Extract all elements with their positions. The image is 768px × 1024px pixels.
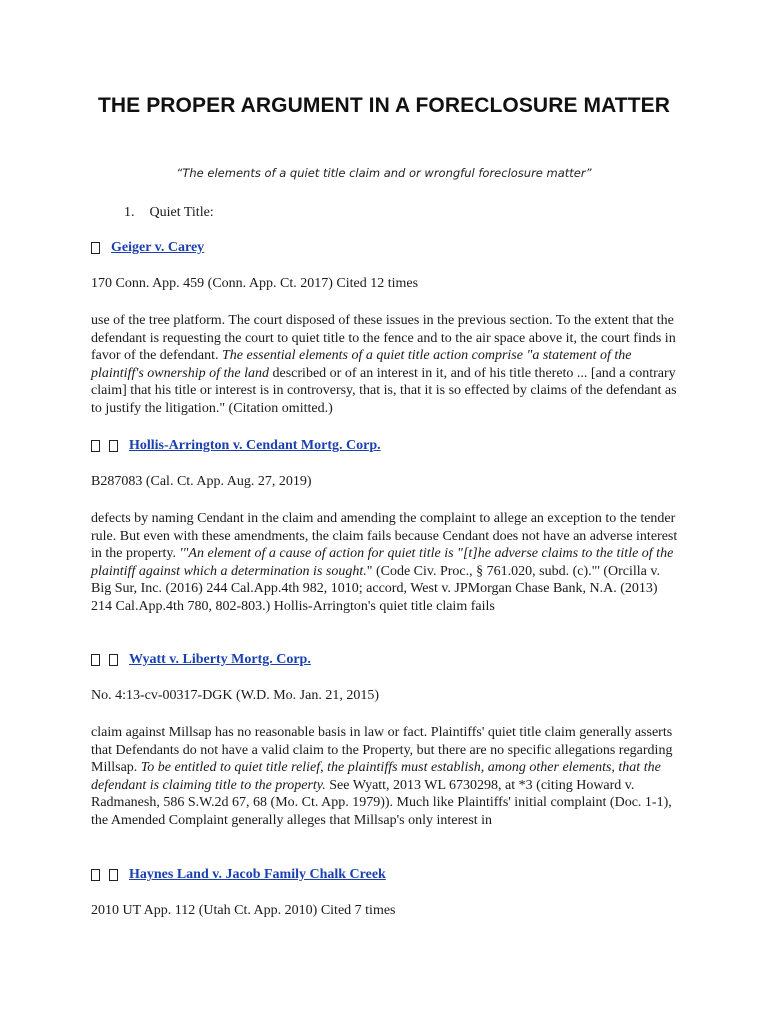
- excerpt-text: See Wyatt, 2013 WL 6730298, at *3 (citing Howard v. Radmanesh, 586 S.W.2d 67, 68 (Mo. Ct. App. 1979)). Much like Plaintiffs' initial complaint (Doc. 1-1), the Amended Complaint generally alleges that Millsap's only interest in: [91, 777, 672, 828]
- case-heading-haynes: [91, 867, 386, 883]
- checkbox-icon: [109, 869, 118, 881]
- page-subtitle: “The elements of a quiet title claim and or wrongful foreclosure matter”: [176, 166, 592, 180]
- excerpt-text: described or of an interest in it, and of his title thereto ... [and a contrary claim] that his title or interest is in controversy, that is, that it is so effected by claims of the defendant as to justify the litigation." (Citation omitted.): [91, 365, 677, 416]
- case-link-wyatt[interactable]: Wyatt v. Liberty Mortg. Corp.: [129, 652, 311, 667]
- case-excerpt-geiger: [91, 312, 681, 418]
- list-label: Quiet Title:: [149, 205, 214, 220]
- case-excerpt-hollis: [91, 510, 681, 616]
- excerpt-emphasis: The essential elements of a quiet title action comprise "a statement of the plaintiff's ownership of the land: [91, 348, 632, 381]
- case-link-hollis[interactable]: Hollis-Arrington v. Cendant Mortg. Corp.: [129, 438, 381, 453]
- checkbox-icon: [109, 654, 118, 666]
- excerpt-emphasis: To be entitled to quiet title relief, the plaintiffs must establish, among other elements, that the defendant is claiming title to the property.: [91, 760, 661, 793]
- checkbox-icon: [91, 242, 100, 254]
- case-citation-hollis: B287083 (Cal. Ct. App. Aug. 27, 2019): [91, 474, 312, 489]
- excerpt-text: claim against Millsap has no reasonable basis in law or fact. Plaintiffs' quiet title claim generally asserts that Defendants do not have a valid claim to the Property, but there are no specific allegations regarding Millsap.: [91, 725, 673, 776]
- checkbox-icon: [91, 654, 100, 666]
- case-heading-geiger: [91, 240, 204, 256]
- case-link-geiger[interactable]: Geiger v. Carey: [111, 240, 205, 255]
- checkbox-icon: [91, 869, 100, 881]
- checkbox-icon: [91, 440, 100, 452]
- case-link-haynes[interactable]: Haynes Land v. Jacob Family Chalk Creek: [129, 867, 386, 882]
- case-excerpt-wyatt: [91, 724, 681, 830]
- excerpt-text: use of the tree platform. The court disposed of these issues in the previous section. To the extent that the defendant is requesting the court to quiet title to the fence and to the air space above it, the court finds in favor of the defendant.: [91, 313, 676, 364]
- case-heading-hollis: [91, 438, 381, 454]
- case-citation-haynes: 2010 UT App. 112 (Utah Ct. App. 2010) Cited 7 times: [91, 903, 396, 918]
- case-heading-wyatt: [91, 652, 311, 668]
- list-number: 1.: [124, 205, 135, 220]
- excerpt-text: defects by naming Cendant in the claim and amending the complaint to allege an exception to the tender rule. But even with these amendments, the claim fails because Cendant does not have an adverse interest in the property.: [91, 511, 678, 562]
- excerpt-text: " (Code Civ. Proc., § 761.020, subd. (c)."' (Orcilla v. Big Sur, Inc. (2016) 244 Cal.App.4th 982, 1010; accord, West v. JPMorgan Chase Bank, N.A. (2013) 214 Cal.App.4th 780, 802-803.) Hollis-Arrington's quiet title claim fails: [91, 563, 660, 614]
- excerpt-emphasis: '"An element of a cause of action for quiet title is "[t]he adverse claims to the title of the plaintiff against which a determination is sought.: [91, 546, 674, 579]
- list-item-quiet-title: [124, 205, 214, 221]
- case-citation-geiger: 170 Conn. App. 459 (Conn. App. Ct. 2017) Cited 12 times: [91, 276, 419, 291]
- checkbox-icon: [109, 440, 118, 452]
- page-title: THE PROPER ARGUMENT IN A FORECLOSURE MATTER: [97, 94, 671, 117]
- case-citation-wyatt: No. 4:13-cv-00317-DGK (W.D. Mo. Jan. 21, 2015): [91, 688, 380, 703]
